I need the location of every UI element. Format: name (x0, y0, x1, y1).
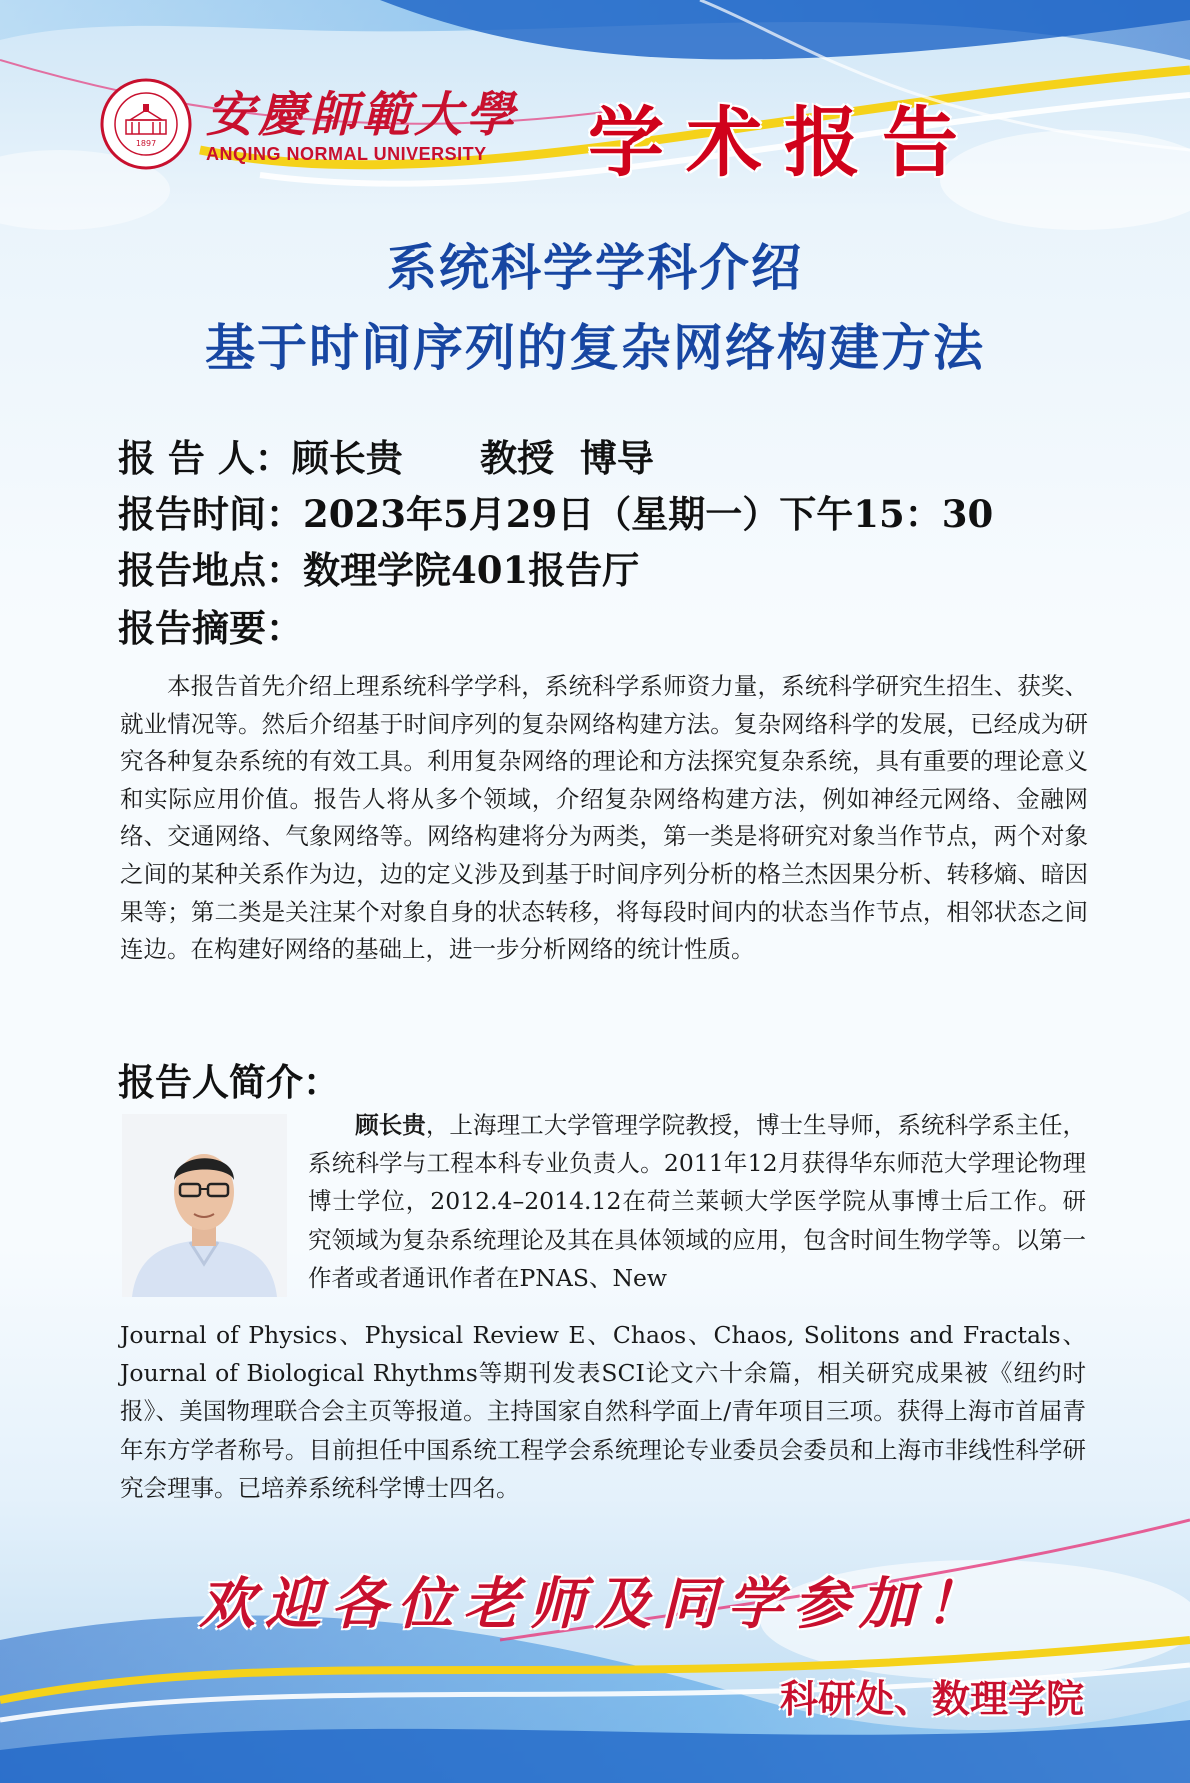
talk-title-line1: 系统科学学科介绍 (387, 239, 803, 297)
abstract-label: 报告摘要： (118, 606, 303, 650)
bio-label: 报告人简介： (118, 1060, 340, 1104)
poster-heading: 学术报告 (588, 98, 980, 187)
location-line: 报告地点：数理学院401报告厅 (118, 548, 640, 592)
university-logo (100, 78, 192, 170)
bio-text-top (308, 1106, 1086, 1297)
speaker-name: 顾长贵 (355, 1111, 426, 1139)
welcome-message: 欢迎各位老师及同学参加！ (199, 1571, 991, 1637)
university-name-en: ANQING NORMAL UNIVERSITY (206, 144, 487, 164)
bio-text-top-body: ，上海理工大学管理学院教授，博士生导师，系统科学系主任，系统科学与工程本科专业负责人。2011年12月获得华东师范大学理论物理博士学位，2012.4–2014.12在荷兰莱顿大学医学院从事博士后工作。研究领域为复杂系统理论及其在具体领域的应用，包含时间生物学等。以第一作者或者通讯作者在PNAS、New (308, 1111, 1087, 1292)
time-line: 报告时间：2023年5月29日（星期一）下午15：30 (118, 492, 994, 536)
university-name-cn: 安慶師範大學 (206, 87, 519, 143)
organizer-text: 科研处、数理学院 (779, 1676, 1084, 1721)
bio-text-bottom: Journal of Physics、Physical Review E、Chaos、Chaos, Solitons and Fractals、Journal of Biological Rhythms等期刊发表SCI论文六十余篇，相关研究成果被《纽约时报》、美国物理联合会主页等报道。主持国家自然科学面上/青年项目三项。获得上海市首届青年东方学者称号。目前担任中国系统工程学会系统理论专业委员会委员和上海市非线性科学研究会理事。已培养系统科学博士四名。 (120, 1321, 1086, 1502)
talk-title-line2: 基于时间序列的复杂网络构建方法 (205, 319, 985, 377)
abstract-text: 本报告首先介绍上理系统科学学科，系统科学系师资力量，系统科学研究生招生、获奖、就业情况等。然后介绍基于时间序列的复杂网络构建方法。复杂网络科学的发展，已经成为研究各种复杂系统的有效工具。利用复杂网络的理论和方法探究复杂系统，具有重要的理论意义和实际应用价值。报告人将从多个领域，介绍复杂网络构建方法，例如神经元网络、金融网络、交通网络、气象网络等。网络构建将分为两类，第一类是将研究对象当作节点，两个对象之间的某种关系作为边，边的定义涉及到基于时间序列分析的格兰杰因果分析、转移熵、暗因果等；第二类是关注某个对象自身的状态转移，将每段时间内的状态当作节点，相邻状态之间连边。在构建好网络的基础上，进一步分析网络的统计性质。 (120, 672, 1088, 964)
speaker-photo (122, 1114, 287, 1297)
speaker-line: 报 告 人：顾长贵 教授 博导 (118, 436, 654, 480)
logo-year: 1897 (135, 139, 157, 148)
